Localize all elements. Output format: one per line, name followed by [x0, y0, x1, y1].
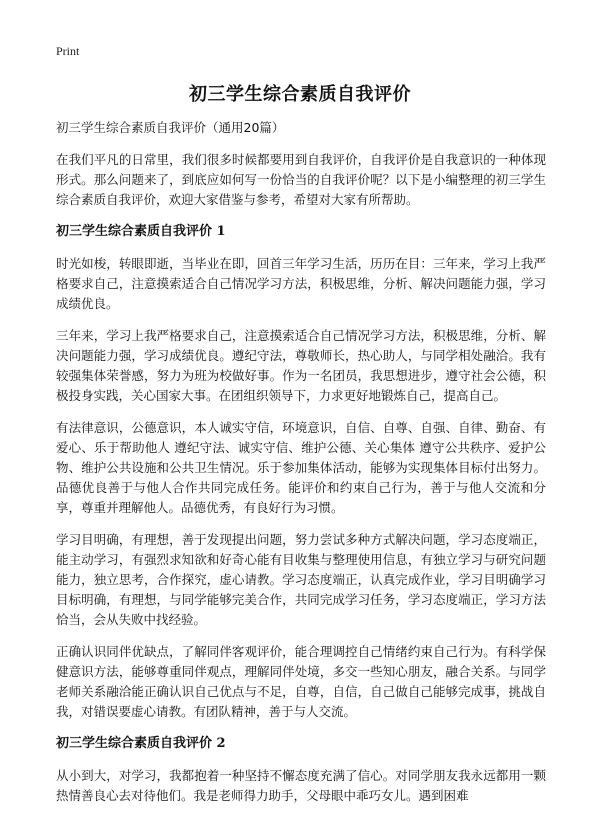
document-body — [56, 118, 546, 818]
section-1-paragraph-1: 时光如梭，转眼即逝，当毕业在即，回首三年学习生活，历历在目：三年来，学习上我严格要求自己，注意摸索适合自己情况学习方法，积极思维，分析、解决问题能力强，学习成绩优良。 — [56, 256, 546, 311]
section-1-paragraph-4: 学习目明确，有理想，善于发现提出问题，努力尝试多种方式解决问题，学习态度端正，能主动学习，有强烈求知欲和好奇心能有目收集与整理使用信息，有独立学习与研究问题能力，独立思考，合作探究，虚心请教。学习态度端正，认真完成作业，学习目明确学习目标明确，有理想，与同学能够完美合作，共同完成学习任务，学习态度端正，学习方法恰当，会从失败中找经验。 — [56, 532, 546, 627]
intro-paragraph: 在我们平凡的日常里，我们很多时候都要用到自我评价，自我评价是自我意识的一种体现形式。那么问题来了，到底应如何写一份恰当的自我评价呢？以下是小编整理的初三学生综合素质自我评价，欢迎大家借鉴与参考，希望对大家有所帮助。 — [56, 152, 546, 207]
section-heading-1: 初三学生综合素质自我评价 1 — [56, 224, 226, 239]
section-1-paragraph-3: 有法律意识，公德意识，本人诚实守信，环境意识，自信、自尊、自强、自律、勤奋、有爱心、乐于帮助他人 遵纪守法、诚实守信、维护公德、关心集体 遵守公共秩序、爱护公物、维护公共设施和公共卫生情况。乐于参加集体活动，能够为实现集体目标付出努力。品德优良善于与他人合作共同完成任务。能评价和约束自己行为，善于与他人交流和分享，尊重并理解他人。品德优秀，有良好行为习惯。 — [56, 420, 546, 515]
section-1-paragraph-5: 正确认识同伴优缺点，了解同伴客观评价，能合理调控自己情绪约束自己行为。有科学保健意识方法，能够尊重同伴观点，理解同伴处境，多交一些知心朋友，融合关系。与同学老师关系融洽能正确认识自己优点与不足，自尊，自信，自己做自己能够完成事，挑战自我，对错误要虚心请教。有团队精神，善于与人交流。 — [56, 644, 546, 719]
document-subtitle: 初三学生综合素质自我评价（通用20篇） — [56, 120, 285, 135]
section-heading-2: 初三学生综合素质自我评价 2 — [56, 736, 226, 751]
section-1-paragraph-2: 三年来，学习上我严格要求自己，注意摸索适合自己情况学习方法，积极思维，分析、解决问题能力强，学习成绩优良。遵纪守法，尊敬师长，热心助人，与同学相处融洽。我有较强集体荣誉感，努力为班为校做好事。作为一名团员，我思想进步，遵守社会公德，积极投身实践，关心国家大事。在团组织领导下，力求更好地锻炼自己，提高自己。 — [56, 328, 546, 403]
section-2-paragraph-1: 从小到大，对学习，我都抱着一种坚持不懈态度充满了信心。对同学朋友我永远都用一颗热情善良心去对待他们。我是老师得力助手，父母眼中乖巧女儿。遇到困难 — [56, 768, 546, 803]
page-title: 初三学生综合素质自我评价 — [189, 84, 411, 105]
print-link[interactable]: Print — [56, 44, 80, 58]
